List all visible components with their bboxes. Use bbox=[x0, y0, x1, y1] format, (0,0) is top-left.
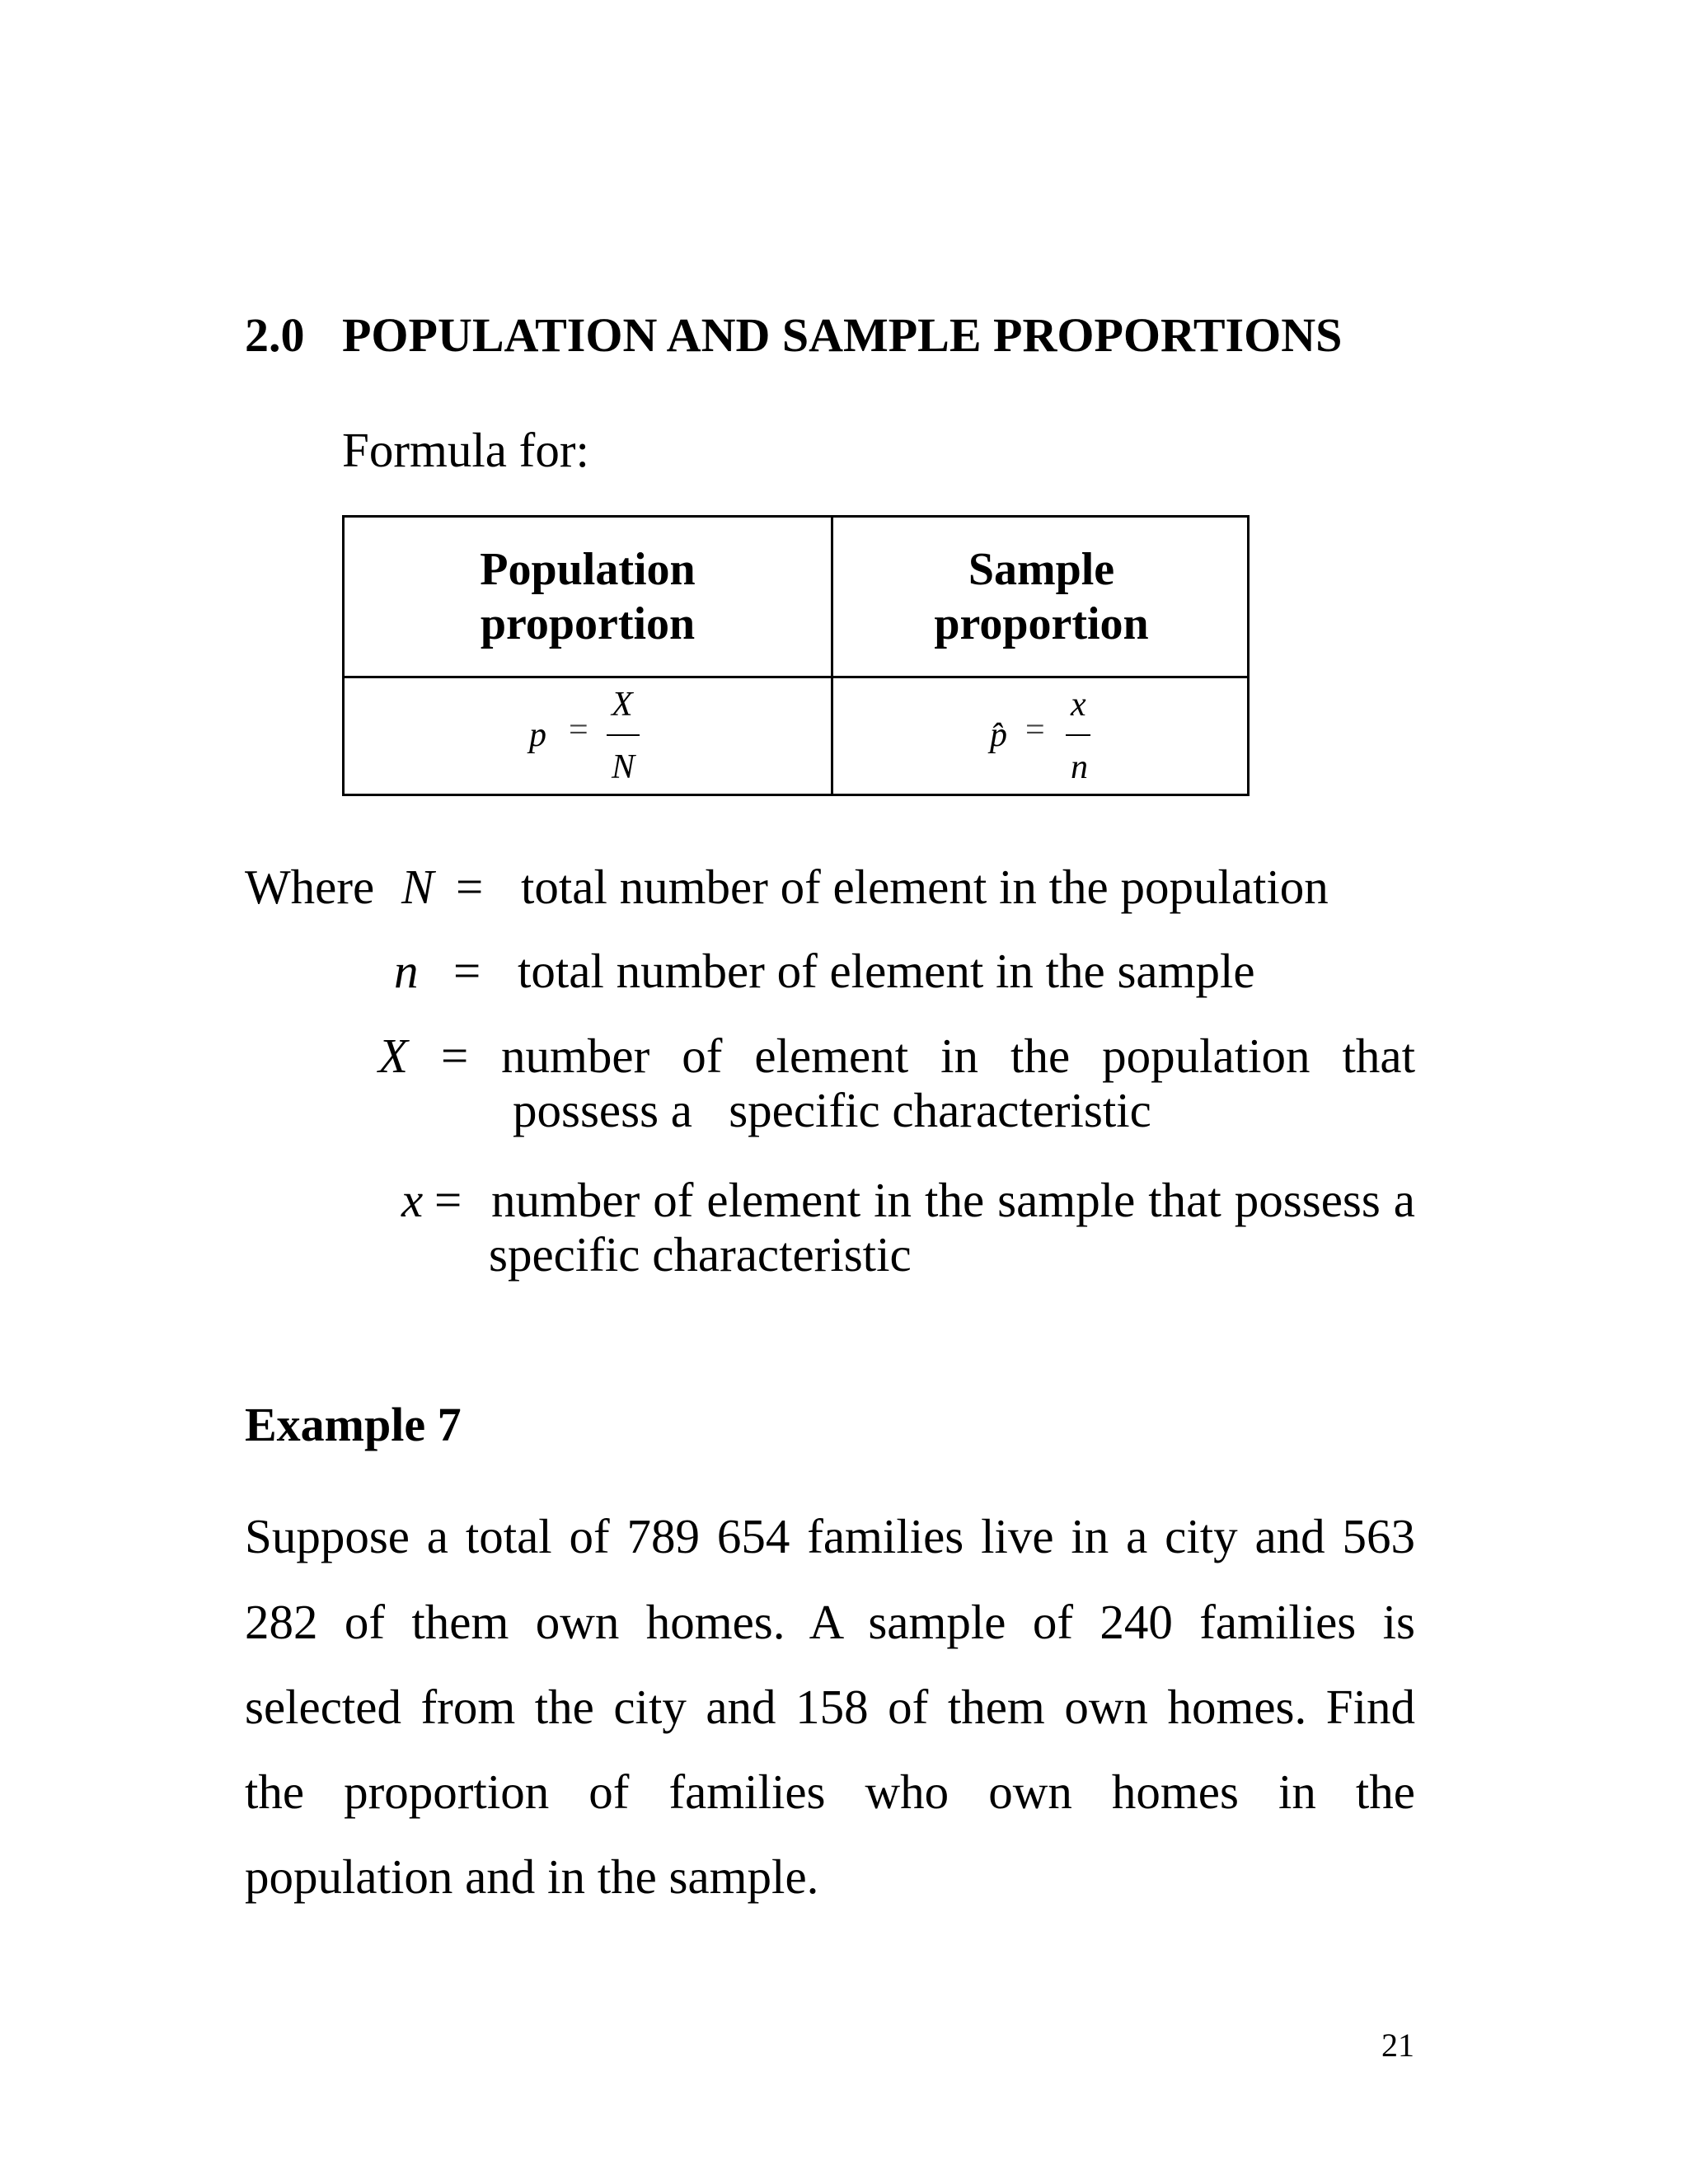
definition-text: possess a specific characteristic bbox=[513, 1083, 1151, 1137]
example-text-line: population and in the sample. bbox=[245, 1849, 819, 1904]
formula-equals: = bbox=[1025, 711, 1045, 749]
population-proportion-header bbox=[345, 542, 831, 651]
definition-text: number of element in the population that bbox=[501, 1029, 1415, 1083]
formula-equals: = bbox=[569, 711, 588, 749]
definition-symbol: X bbox=[378, 1029, 409, 1083]
definition-symbol: N bbox=[401, 860, 434, 914]
page-number: 21 bbox=[1381, 2027, 1414, 2064]
formula-lhs: p̂ bbox=[990, 716, 1007, 754]
formula-numerator: x bbox=[1071, 686, 1086, 724]
where-label: Where bbox=[245, 860, 375, 914]
formula-intro: Formula for: bbox=[342, 423, 589, 477]
section-heading bbox=[245, 308, 1343, 362]
fraction-bar bbox=[1066, 734, 1090, 736]
definition-equals: = bbox=[456, 860, 484, 914]
example-text-line: Suppose a total of 789 654 families live in a city and 563 bbox=[245, 1509, 1415, 1563]
formula-table bbox=[342, 515, 1250, 796]
formula-denominator: N bbox=[612, 748, 635, 786]
formula-lhs: p bbox=[529, 716, 546, 754]
header-line: proportion bbox=[480, 598, 696, 649]
definition-text: specific characteristic bbox=[489, 1227, 912, 1282]
definition-equals: = bbox=[441, 1029, 469, 1083]
sample-proportion-formula bbox=[833, 678, 1250, 794]
fraction-bar bbox=[607, 734, 640, 736]
section-number: 2.0 bbox=[245, 308, 305, 362]
definition-equals: = bbox=[453, 944, 481, 998]
definition-symbol: x bbox=[401, 1173, 424, 1227]
definition-equals: = bbox=[434, 1173, 462, 1227]
example-heading: Example 7 bbox=[245, 1398, 462, 1451]
formula-denominator: n bbox=[1071, 748, 1088, 786]
header-line: Population bbox=[480, 544, 696, 595]
header-line: proportion bbox=[934, 598, 1149, 649]
definition-symbol: n bbox=[394, 944, 419, 998]
definition-text: total number of element in the population bbox=[521, 860, 1329, 914]
formula-numerator: X bbox=[612, 686, 633, 724]
header-line: Sample bbox=[968, 544, 1115, 595]
section-title-text: POPULATION AND SAMPLE PROPORTIONS bbox=[342, 308, 1343, 362]
definition-text: total number of element in the sample bbox=[518, 944, 1255, 998]
sample-proportion-header bbox=[833, 542, 1250, 651]
example-text-line: the proportion of families who own homes in the bbox=[245, 1765, 1415, 1819]
population-proportion-formula bbox=[345, 678, 831, 794]
definition-text: number of element in the sample that possess a bbox=[491, 1173, 1415, 1227]
definition-where bbox=[245, 860, 375, 914]
example-text-line: 282 of them own homes. A sample of 240 families is bbox=[245, 1595, 1415, 1649]
example-text-line: selected from the city and 158 of them own homes. Find bbox=[245, 1680, 1415, 1734]
